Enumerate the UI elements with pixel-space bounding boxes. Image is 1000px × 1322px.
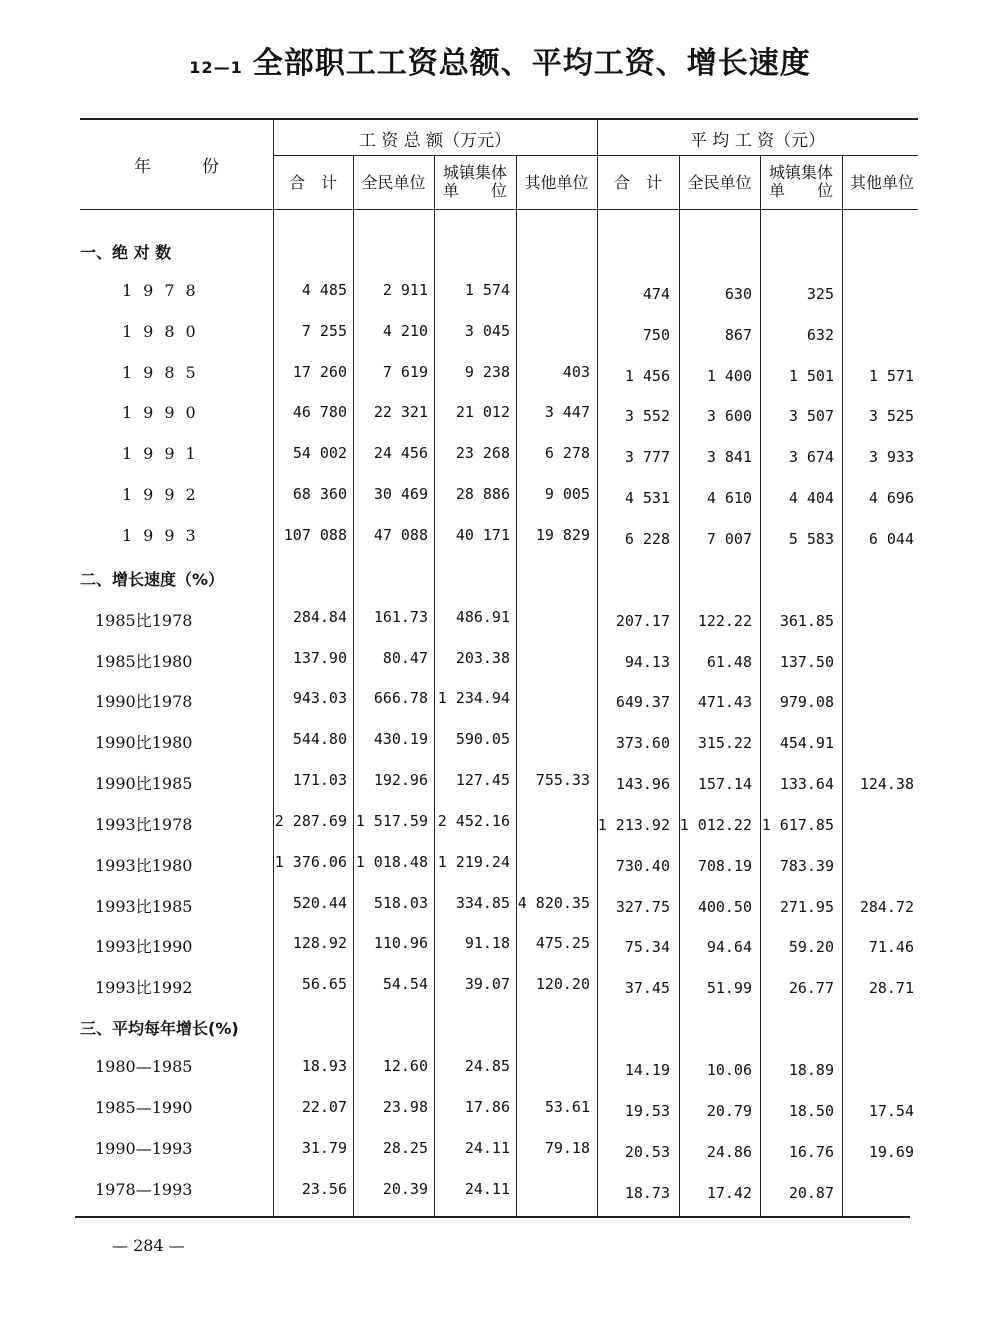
cell-collective-units-wages: 39.07 (464, 975, 510, 993)
cell-avg-wage: 18.73 (624, 1184, 670, 1202)
cell-avg-state-units: 122.22 (697, 612, 752, 630)
cell-avg-wage: 94.13 (624, 653, 670, 671)
cell-collective-units-wages: 23 268 (455, 444, 510, 462)
cell-total-wages: 2 287.69 (274, 812, 347, 830)
cell-avg-wage: 14.19 (624, 1061, 670, 1079)
cell-avg-state-units: 4 610 (706, 489, 752, 507)
cell-avg-wage: 19.53 (624, 1102, 670, 1120)
page-number: — 284 — (112, 1236, 185, 1255)
row-label: 1985—1990 (95, 1098, 193, 1117)
year-column-header: 年 份 (134, 157, 219, 177)
row-label: 1992 (122, 485, 207, 504)
cell-total-wages: 7 255 (301, 322, 347, 340)
subheader-other-units: 其他单位 (524, 173, 589, 192)
cell-avg-wage: 207.17 (615, 612, 670, 630)
table-row (0, 608, 1000, 632)
cell-avg-wage: 20.53 (624, 1143, 670, 1161)
subheader-avg-total: 合 计 (613, 173, 662, 192)
subheader-state-units: 全民单位 (361, 173, 426, 192)
cell-total-wages: 46 780 (292, 403, 347, 421)
table-row (0, 812, 1000, 836)
row-label: 1993 (122, 526, 207, 545)
table-row (0, 1098, 1000, 1122)
table-row (0, 975, 1000, 999)
cell-avg-state-units: 17.42 (706, 1184, 752, 1202)
row-label: 1990比1980 (95, 733, 193, 752)
cell-avg-state-units: 630 (724, 285, 752, 303)
cell-state-units-wages: 4 210 (382, 322, 428, 340)
cell-avg-state-units: 24.86 (706, 1143, 752, 1161)
cell-avg-wage: 730.40 (615, 857, 670, 875)
cell-other-units-wages: 403 (562, 363, 590, 381)
row-label: 1993比1978 (95, 815, 193, 834)
cell-collective-units-wages: 40 171 (455, 526, 510, 544)
cell-avg-wage: 75.34 (624, 938, 670, 956)
cell-avg-collective-units: 1 501 (788, 367, 834, 385)
row-label: 1990—1993 (95, 1139, 193, 1158)
cell-collective-units-wages: 203.38 (455, 649, 510, 667)
cell-state-units-wages: 1 517.59 (355, 812, 428, 830)
cell-other-units-wages: 475.25 (535, 934, 590, 952)
cell-avg-collective-units: 783.39 (779, 857, 834, 875)
cell-collective-units-wages: 28 886 (455, 485, 510, 503)
cell-avg-collective-units: 3 507 (788, 407, 834, 425)
cell-avg-wage: 327.75 (615, 898, 670, 916)
cell-avg-state-units: 61.48 (706, 653, 752, 671)
cell-avg-state-units: 10.06 (706, 1061, 752, 1079)
cell-other-units-wages: 6 278 (544, 444, 590, 462)
section-label: 一、绝 对 数 (80, 243, 172, 262)
cell-total-wages: 17 260 (292, 363, 347, 381)
cell-avg-collective-units: 979.08 (779, 693, 834, 711)
cell-avg-other-units: 3 933 (868, 448, 914, 466)
subheader-avg-collective-line2: 单 位 (768, 181, 833, 200)
cell-collective-units-wages: 1 219.24 (437, 853, 510, 871)
cell-avg-state-units: 400.50 (697, 898, 752, 916)
cell-collective-units-wages: 3 045 (464, 322, 510, 340)
cell-total-wages: 18.93 (301, 1057, 347, 1075)
cell-state-units-wages: 22 321 (373, 403, 428, 421)
cell-total-wages: 128.92 (292, 934, 347, 952)
cell-other-units-wages: 53.61 (544, 1098, 590, 1116)
table-row (0, 444, 1000, 468)
cell-avg-collective-units: 454.91 (779, 734, 834, 752)
cell-avg-state-units: 51.99 (706, 979, 752, 997)
cell-state-units-wages: 666.78 (373, 689, 428, 707)
cell-avg-collective-units: 133.64 (779, 775, 834, 793)
cell-avg-state-units: 867 (724, 326, 752, 344)
cell-total-wages: 1 376.06 (274, 853, 347, 871)
cell-avg-collective-units: 3 674 (788, 448, 834, 466)
cell-avg-collective-units: 18.89 (788, 1061, 834, 1079)
cell-state-units-wages: 54.54 (382, 975, 428, 993)
cell-avg-other-units: 3 525 (868, 407, 914, 425)
cell-collective-units-wages: 334.85 (455, 894, 510, 912)
table-row (0, 363, 1000, 387)
cell-avg-collective-units: 20.87 (788, 1184, 834, 1202)
cell-avg-other-units: 17.54 (868, 1102, 914, 1120)
table-title: 全部职工工资总额、平均工资、增长速度 (252, 46, 811, 81)
cell-total-wages: 22.07 (301, 1098, 347, 1116)
table-row (0, 853, 1000, 877)
group-header-total-wages: 工 资 总 额（万元） (358, 131, 512, 151)
cell-other-units-wages: 9 005 (544, 485, 590, 503)
cell-avg-wage: 649.37 (615, 693, 670, 711)
cell-avg-state-units: 1 400 (706, 367, 752, 385)
cell-avg-wage: 4 531 (624, 489, 670, 507)
row-label: 1991 (122, 444, 207, 463)
cell-total-wages: 544.80 (292, 730, 347, 748)
cell-state-units-wages: 24 456 (373, 444, 428, 462)
table-row (0, 649, 1000, 673)
cell-collective-units-wages: 127.45 (455, 771, 510, 789)
row-label: 1990比1978 (95, 692, 193, 711)
cell-collective-units-wages: 590.05 (455, 730, 510, 748)
cell-collective-units-wages: 91.18 (464, 934, 510, 952)
subheader-avg-state-units: 全民单位 (687, 173, 752, 192)
table-row (0, 485, 1000, 509)
table-row (0, 1057, 1000, 1081)
section-row (0, 567, 1000, 591)
row-label: 1978—1993 (95, 1180, 193, 1199)
row-label: 1993比1980 (95, 856, 193, 875)
cell-avg-state-units: 3 841 (706, 448, 752, 466)
section-label: 二、增长速度（%） (80, 570, 225, 589)
table-row (0, 281, 1000, 305)
cell-avg-state-units: 315.22 (697, 734, 752, 752)
section-label: 三、平均每年增长(%) (80, 1019, 239, 1038)
cell-total-wages: 68 360 (292, 485, 347, 503)
cell-total-wages: 137.90 (292, 649, 347, 667)
cell-avg-collective-units: 361.85 (779, 612, 834, 630)
row-label: 1980—1985 (95, 1057, 193, 1076)
cell-avg-wage: 750 (642, 326, 670, 344)
cell-other-units-wages: 79.18 (544, 1139, 590, 1157)
cell-collective-units-wages: 17.86 (464, 1098, 510, 1116)
table-row (0, 526, 1000, 550)
cell-avg-collective-units: 271.95 (779, 898, 834, 916)
cell-avg-collective-units: 18.50 (788, 1102, 834, 1120)
cell-total-wages: 4 485 (301, 281, 347, 299)
subheader-total: 合 计 (288, 173, 337, 192)
table-row (0, 1180, 1000, 1204)
cell-total-wages: 943.03 (292, 689, 347, 707)
row-label: 1985 (122, 363, 207, 382)
cell-state-units-wages: 430.19 (373, 730, 428, 748)
table-number: 12—1 (189, 58, 243, 77)
cell-other-units-wages: 3 447 (544, 403, 590, 421)
cell-avg-wage: 1 456 (624, 367, 670, 385)
cell-avg-state-units: 708.19 (697, 857, 752, 875)
cell-state-units-wages: 28.25 (382, 1139, 428, 1157)
table-row (0, 689, 1000, 713)
cell-state-units-wages: 7 619 (382, 363, 428, 381)
cell-collective-units-wages: 24.11 (464, 1139, 510, 1157)
cell-state-units-wages: 2 911 (382, 281, 428, 299)
cell-total-wages: 56.65 (301, 975, 347, 993)
table-row (0, 934, 1000, 958)
cell-state-units-wages: 110.96 (373, 934, 428, 952)
cell-state-units-wages: 1 018.48 (355, 853, 428, 871)
cell-avg-state-units: 1 012.22 (679, 816, 752, 834)
cell-collective-units-wages: 24.11 (464, 1180, 510, 1198)
cell-avg-other-units: 284.72 (859, 898, 914, 916)
cell-avg-wage: 3 777 (624, 448, 670, 466)
cell-avg-collective-units: 5 583 (788, 530, 834, 548)
cell-collective-units-wages: 1 574 (464, 281, 510, 299)
cell-avg-collective-units: 26.77 (788, 979, 834, 997)
cell-avg-other-units: 19.69 (868, 1143, 914, 1161)
cell-state-units-wages: 80.47 (382, 649, 428, 667)
cell-total-wages: 23.56 (301, 1180, 347, 1198)
table-row (0, 403, 1000, 427)
cell-avg-other-units: 71.46 (868, 938, 914, 956)
cell-state-units-wages: 161.73 (373, 608, 428, 626)
cell-other-units-wages: 4 820.35 (517, 894, 590, 912)
cell-avg-collective-units: 4 404 (788, 489, 834, 507)
cell-avg-state-units: 20.79 (706, 1102, 752, 1120)
cell-avg-other-units: 28.71 (868, 979, 914, 997)
row-label: 1978 (122, 281, 207, 300)
cell-avg-state-units: 471.43 (697, 693, 752, 711)
cell-other-units-wages: 755.33 (535, 771, 590, 789)
table-row (0, 894, 1000, 918)
cell-avg-wage: 373.60 (615, 734, 670, 752)
table-row (0, 322, 1000, 346)
cell-state-units-wages: 30 469 (373, 485, 428, 503)
cell-avg-wage: 6 228 (624, 530, 670, 548)
cell-collective-units-wages: 2 452.16 (437, 812, 510, 830)
cell-state-units-wages: 20.39 (382, 1180, 428, 1198)
cell-state-units-wages: 47 088 (373, 526, 428, 544)
row-label: 1985比1980 (95, 652, 193, 671)
cell-avg-other-units: 6 044 (868, 530, 914, 548)
cell-avg-other-units: 4 696 (868, 489, 914, 507)
cell-state-units-wages: 23.98 (382, 1098, 428, 1116)
row-label: 1985比1978 (95, 611, 193, 630)
cell-avg-state-units: 3 600 (706, 407, 752, 425)
table-row (0, 730, 1000, 754)
table-row (0, 1139, 1000, 1163)
cell-avg-collective-units: 137.50 (779, 653, 834, 671)
row-label: 1990 (122, 403, 207, 422)
cell-avg-collective-units: 325 (806, 285, 834, 303)
cell-avg-collective-units: 59.20 (788, 938, 834, 956)
subheader-collective-line2: 单 位 (442, 181, 507, 200)
group-header-average-wage: 平 均 工 资（元） (689, 131, 826, 151)
cell-collective-units-wages: 1 234.94 (437, 689, 510, 707)
cell-avg-other-units: 124.38 (859, 775, 914, 793)
cell-avg-collective-units: 632 (806, 326, 834, 344)
cell-other-units-wages: 19 829 (535, 526, 590, 544)
cell-total-wages: 31.79 (301, 1139, 347, 1157)
subheader-avg-collective-line1: 城镇集体 (768, 163, 833, 182)
cell-avg-state-units: 7 007 (706, 530, 752, 548)
cell-collective-units-wages: 486.91 (455, 608, 510, 626)
cell-avg-wage: 474 (642, 285, 670, 303)
cell-total-wages: 54 002 (292, 444, 347, 462)
cell-avg-wage: 1 213.92 (597, 816, 670, 834)
row-label: 1980 (122, 322, 207, 341)
cell-collective-units-wages: 9 238 (464, 363, 510, 381)
cell-avg-state-units: 157.14 (697, 775, 752, 793)
cell-avg-other-units: 1 571 (868, 367, 914, 385)
cell-collective-units-wages: 21 012 (455, 403, 510, 421)
row-label: 1993比1990 (95, 937, 193, 956)
row-label: 1993比1992 (95, 978, 193, 997)
cell-avg-collective-units: 1 617.85 (761, 816, 834, 834)
cell-avg-wage: 3 552 (624, 407, 670, 425)
table-row (0, 771, 1000, 795)
section-row (0, 1016, 1000, 1040)
cell-other-units-wages: 120.20 (535, 975, 590, 993)
subheader-avg-other-units: 其他单位 (849, 173, 914, 192)
cell-avg-wage: 143.96 (615, 775, 670, 793)
cell-total-wages: 520.44 (292, 894, 347, 912)
cell-avg-collective-units: 16.76 (788, 1143, 834, 1161)
subheader-collective-line1: 城镇集体 (442, 163, 507, 182)
cell-total-wages: 107 088 (283, 526, 347, 544)
cell-avg-state-units: 94.64 (706, 938, 752, 956)
cell-total-wages: 284.84 (292, 608, 347, 626)
row-label: 1993比1985 (95, 897, 193, 916)
cell-state-units-wages: 192.96 (373, 771, 428, 789)
cell-total-wages: 171.03 (292, 771, 347, 789)
cell-collective-units-wages: 24.85 (464, 1057, 510, 1075)
cell-avg-wage: 37.45 (624, 979, 670, 997)
row-label: 1990比1985 (95, 774, 193, 793)
section-row (0, 240, 1000, 264)
cell-state-units-wages: 518.03 (373, 894, 428, 912)
cell-state-units-wages: 12.60 (382, 1057, 428, 1075)
